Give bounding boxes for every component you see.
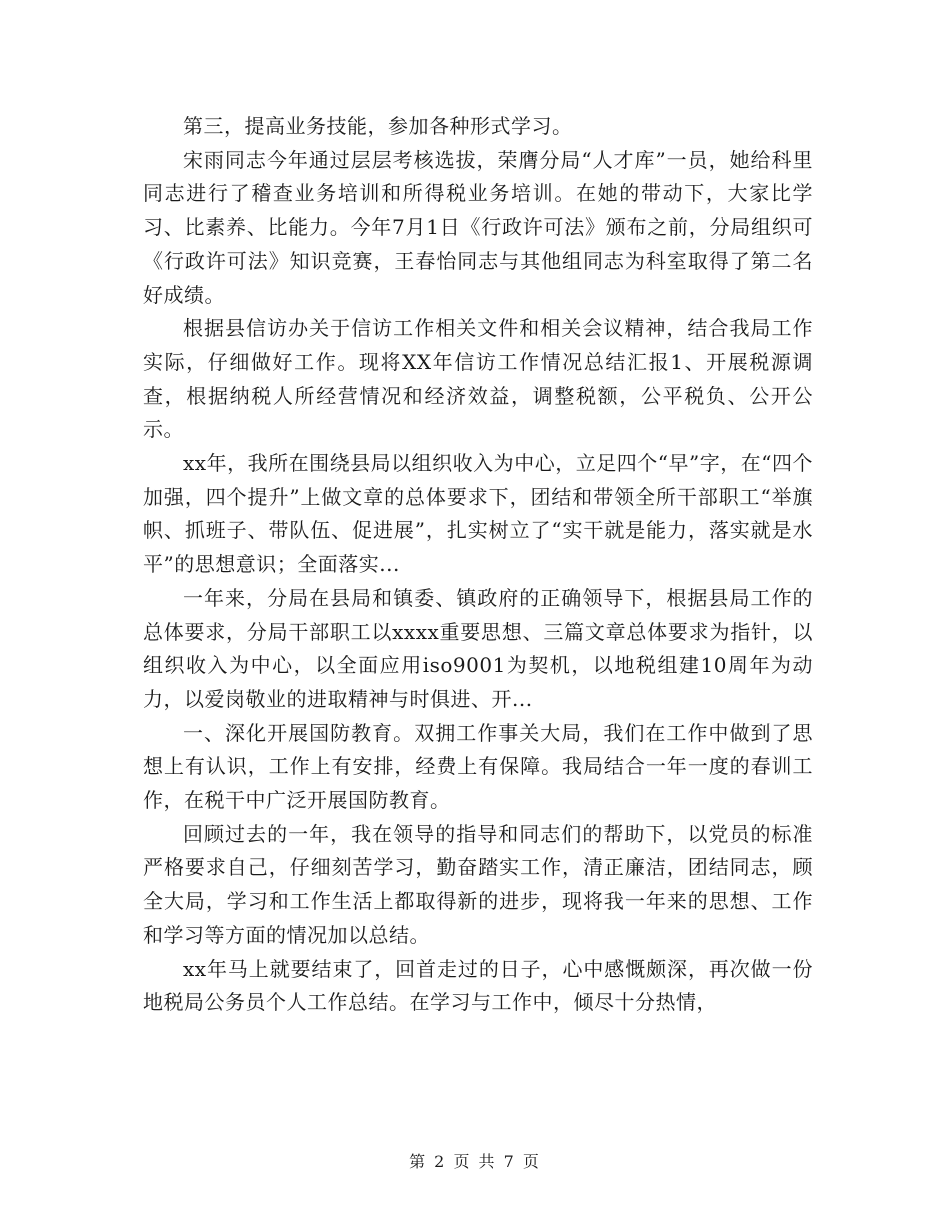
paragraph-5: 一年来，分局在县局和镇委、镇政府的正确领导下，根据县局工作的总体要求，分局干部职工以xxxx重要思想、三篇文章总体要求为指针，以组织收入为中心，以全面应用iso9001为契机，以地税组建10周年为动力，以爱岗敬业的进取精神与时俱进、开... bbox=[143, 585, 813, 711]
paragraph-4: xx年，我所在围绕县局以组织收入为中心，立足四个“早”字，在“四个加强，四个提升”上做文章的总体要求下，团结和带领全所干部职工“举旗帜、抓班子、带队伍、促进展”，扎实树立了“实干就是能力，落实就是水平”的思想意识；全面落实... bbox=[143, 451, 813, 577]
paragraph-1: 第三，提高业务技能，参加各种形式学习。 bbox=[183, 114, 573, 138]
paragraph-8: xx年马上就要结束了，回首走过的日子，心中感慨颇深，再次做一份地税局公务员个人工作总结。在学习与工作中，倾尽十分热情， bbox=[143, 956, 813, 1015]
page-number-footer: 第 2 页 共 7 页 bbox=[409, 1152, 541, 1171]
paragraph-2: 宋雨同志今年通过层层考核选拔，荣膺分局“人才库”一员，她给科里同志进行了稽查业务培训和所得税业务培训。在她的带动下，大家比学习、比素养、比能力。今年7月1日《行政许可法》颁布之前，分局组织可《行政许可法》知识竞赛，王春怡同志与其他组同志为科室取得了第二名好成绩。 bbox=[143, 147, 813, 307]
document-body bbox=[143, 110, 813, 1020]
paragraph-6: 一、深化开展国防教育。双拥工作事关大局，我们在工作中做到了思想上有认识，工作上有安排，经费上有保障。我局结合一年一度的春训工作，在税干中广泛开展国防教育。 bbox=[143, 720, 813, 813]
paragraph-7: 回顾过去的一年，我在领导的指导和同志们的帮助下，以党员的标准严格要求自己，仔细刻苦学习，勤奋踏实工作，清正廉洁，团结同志，顾全大局，学习和工作生活上都取得新的进步，现将我一年来的思想、工作和学习等方面的情况加以总结。 bbox=[143, 821, 813, 947]
paragraph-3: 根据县信访办关于信访工作相关文件和相关会议精神，结合我局工作实际，仔细做好工作。现将XX年信访工作情况总结汇报1、开展税源调查，根据纳税人所经营情况和经济效益，调整税额，公平税负、公开公示。 bbox=[143, 316, 813, 442]
